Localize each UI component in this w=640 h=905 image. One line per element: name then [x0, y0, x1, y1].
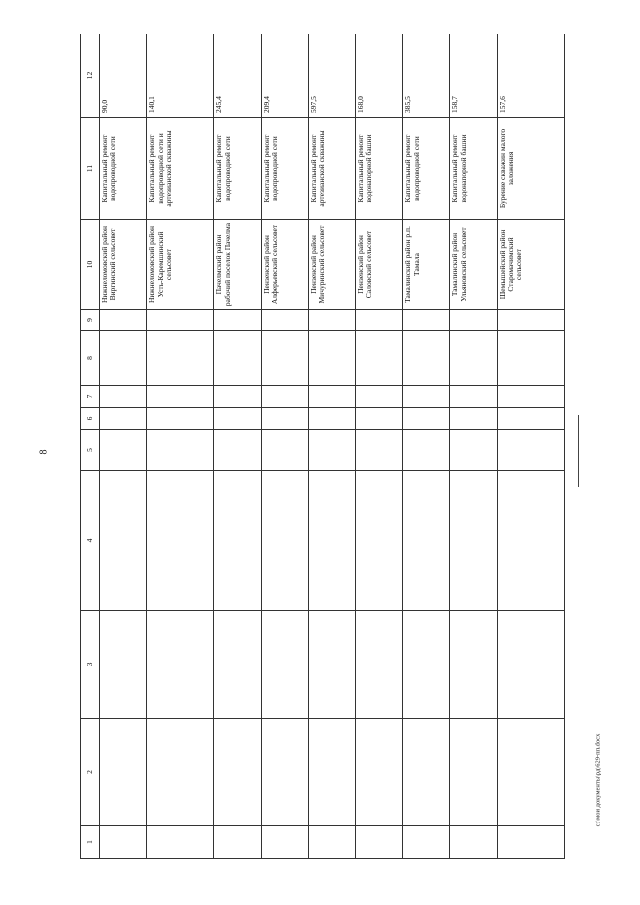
empty-cell [450, 719, 497, 826]
empty-cell [497, 386, 564, 408]
table-row [403, 34, 450, 859]
empty-cell [214, 310, 261, 331]
empty-cell [450, 826, 497, 859]
empty-cell [147, 826, 214, 859]
empty-cell [100, 471, 147, 611]
column-number: 7 [81, 386, 100, 408]
table-row [450, 34, 497, 859]
empty-cell [261, 310, 308, 331]
district-cell: Пензенский район Мичуринский сельсовет [308, 220, 355, 310]
column-number: 2 [81, 719, 100, 826]
empty-cell [450, 331, 497, 386]
district-cell: Шемышейский район Старомачимский сельсовет [497, 220, 564, 310]
empty-cell [147, 386, 214, 408]
empty-cell [497, 310, 564, 331]
empty-cell [147, 331, 214, 386]
footnote-separator-line [578, 415, 579, 487]
district-cell: Пензенский район Алферьевский сельсовет [261, 220, 308, 310]
empty-cell [100, 826, 147, 859]
empty-cell [214, 430, 261, 471]
empty-cell [147, 611, 214, 719]
table-row [308, 34, 355, 859]
amount-cell: 168,0 [356, 34, 403, 118]
empty-cell [100, 719, 147, 826]
empty-cell [261, 408, 308, 430]
empty-cell [214, 826, 261, 859]
empty-cell [147, 310, 214, 331]
empty-cell [403, 826, 450, 859]
column-number: 11 [81, 118, 100, 220]
empty-cell [403, 471, 450, 611]
empty-cell [308, 471, 355, 611]
column-number: 12 [81, 34, 100, 118]
empty-cell [214, 611, 261, 719]
data-table [80, 34, 565, 859]
empty-cell [403, 386, 450, 408]
column-number-row [81, 34, 100, 859]
empty-cell [214, 471, 261, 611]
amount-cell: 158,7 [450, 34, 497, 118]
work-type-cell: Капитальный ремонт водопроводной сети [403, 118, 450, 220]
empty-cell [450, 471, 497, 611]
column-number: 8 [81, 331, 100, 386]
work-type-cell: Капитальный ремонт водонапорной башни [356, 118, 403, 220]
empty-cell [356, 719, 403, 826]
district-cell: Пензенский район Саловский сельсовет [356, 220, 403, 310]
table-row [147, 34, 214, 859]
column-number: 6 [81, 408, 100, 430]
empty-cell [147, 471, 214, 611]
empty-cell [214, 331, 261, 386]
empty-cell [308, 826, 355, 859]
file-path-footer: c:\мои документы\рд\629-пп.docx [594, 733, 602, 827]
table-row [214, 34, 261, 859]
empty-cell [497, 430, 564, 471]
table-row [100, 34, 147, 859]
empty-cell [497, 719, 564, 826]
amount-cell: 245,4 [214, 34, 261, 118]
district-cell: Нижнеломовский район Виргинский сельсовет [100, 220, 147, 310]
empty-cell [497, 826, 564, 859]
empty-cell [403, 430, 450, 471]
empty-cell [308, 611, 355, 719]
empty-cell [308, 430, 355, 471]
empty-cell [356, 471, 403, 611]
work-type-cell: Капитальный ремонт артезианской скважины [308, 118, 355, 220]
empty-cell [214, 408, 261, 430]
empty-cell [356, 408, 403, 430]
work-type-cell: Капитальный ремонт водопроводной сети [214, 118, 261, 220]
empty-cell [308, 408, 355, 430]
empty-cell [214, 719, 261, 826]
column-number: 9 [81, 310, 100, 331]
empty-cell [214, 386, 261, 408]
empty-cell [261, 471, 308, 611]
column-number: 4 [81, 471, 100, 611]
work-type-cell: Капитальный ремонт водопроводной сети и артезианской скважины [147, 118, 214, 220]
table-row [261, 34, 308, 859]
column-number: 10 [81, 220, 100, 310]
page-number: 8 [38, 449, 50, 455]
empty-cell [356, 611, 403, 719]
empty-cell [403, 408, 450, 430]
empty-cell [356, 331, 403, 386]
empty-cell [403, 719, 450, 826]
empty-cell [356, 430, 403, 471]
empty-cell [403, 611, 450, 719]
empty-cell [261, 331, 308, 386]
district-cell: Пачелмский район рабочий поселок Пачелма [214, 220, 261, 310]
empty-cell [497, 611, 564, 719]
empty-cell [403, 310, 450, 331]
empty-cell [450, 310, 497, 331]
empty-cell [450, 611, 497, 719]
amount-cell: 90,0 [100, 34, 147, 118]
table-row [497, 34, 564, 859]
amount-cell: 157,6 [497, 34, 564, 118]
empty-cell [100, 408, 147, 430]
amount-cell: 209,4 [261, 34, 308, 118]
empty-cell [100, 430, 147, 471]
empty-cell [261, 826, 308, 859]
district-cell: Тамалинский район Ульяновский сельсовет [450, 220, 497, 310]
empty-cell [497, 331, 564, 386]
empty-cell [147, 719, 214, 826]
empty-cell [356, 310, 403, 331]
column-number: 5 [81, 430, 100, 471]
empty-cell [497, 471, 564, 611]
amount-cell: 597,5 [308, 34, 355, 118]
work-type-cell: Капитальный ремонт водопроводной сети [261, 118, 308, 220]
empty-cell [308, 386, 355, 408]
empty-cell [356, 826, 403, 859]
empty-cell [147, 430, 214, 471]
district-cell: Тамалинский район р.п. Тамала [403, 220, 450, 310]
work-type-cell: Капитальный ремонт водопроводной сети [100, 118, 147, 220]
empty-cell [450, 430, 497, 471]
amount-cell: 140,1 [147, 34, 214, 118]
empty-cell [147, 408, 214, 430]
column-number: 3 [81, 611, 100, 719]
work-type-cell: Капитальный ремонт водонапорной башни [450, 118, 497, 220]
district-cell: Нижнеломовский район Усть-Каремшинский сельсовет [147, 220, 214, 310]
column-number: 1 [81, 826, 100, 859]
table-row [356, 34, 403, 859]
empty-cell [100, 386, 147, 408]
work-type-cell: Бурение скважин малого заложения [497, 118, 564, 220]
empty-cell [100, 331, 147, 386]
amount-cell: 385,5 [403, 34, 450, 118]
empty-cell [261, 719, 308, 826]
empty-cell [308, 719, 355, 826]
empty-cell [100, 310, 147, 331]
empty-cell [308, 310, 355, 331]
empty-cell [356, 386, 403, 408]
empty-cell [261, 430, 308, 471]
empty-cell [261, 386, 308, 408]
empty-cell [308, 331, 355, 386]
rotated-table-container [80, 34, 565, 859]
empty-cell [497, 408, 564, 430]
empty-cell [403, 331, 450, 386]
empty-cell [261, 611, 308, 719]
table-frame [80, 34, 565, 859]
empty-cell [450, 408, 497, 430]
empty-cell [450, 386, 497, 408]
empty-cell [100, 611, 147, 719]
